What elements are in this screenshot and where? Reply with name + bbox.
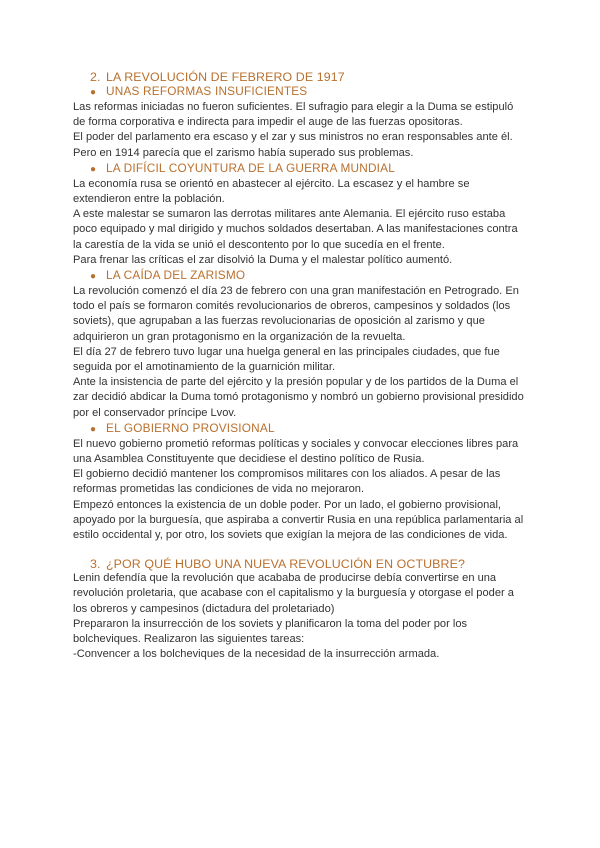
paragraph: A este malestar se sumaron las derrotas militares ante Alemania. El ejército ruso estaba poco equipado y mal dirigido y muchos soldados desertaban. A las manifestaciones contra la carestía de la vida se unió el descontento por lo que sucedía en el frente. xyxy=(73,208,518,251)
subsection-heading xyxy=(90,268,528,284)
paragraph: Empezó entonces la existencia de un doble poder. Por un lado, el gobierno provisional, apoyado por la burguesía, que aspiraba a convertir Rusia en una república parlamentaria al estilo occidental y, por otro, los soviets que exigían la mejora de las condiciones de vida. xyxy=(73,498,524,542)
subsection-title: LA DIFÍCIL COYUNTURA DE LA GUERRA MUNDIAL xyxy=(106,160,395,175)
paragraph: Lenin defendía que la revolución que acababa de producirse debía convertirse en una revolución proletaria, que acabase con el capitalismo y la burguesía y otorgase el poder a los obreros y campesinos (dictadura del proletariado) xyxy=(73,572,514,615)
section-3-heading xyxy=(90,557,528,571)
paragraph: Ante la insistencia de parte del ejército y la presión popular y de los partidos de la Duma el zar decidió abdicar la Duma tomó protagonismo y nombró un gobierno provisional presidido por el conservador príncipe Lvov. xyxy=(73,376,524,419)
paragraph: La revolución comenzó el día 23 de febrero con una gran manifestación en Petrogrado. En todo el país se formaron comités revolucionarios de obreros, campesinos y soldados (los soviets), que agrupaban a las fuerzas revolucionarias de oposición al zarismo y que adquirieron un gran protagonismo en la organización de la revuelta. xyxy=(73,285,519,343)
paragraph: Las reformas iniciadas no fueron suficientes. El sufragio para elegir a la Duma se estipuló de forma corporativa e indirecta para impedir el auge de las fuerzas opositoras. xyxy=(73,101,514,129)
section-3-number: 3. xyxy=(90,557,101,572)
subsection-heading xyxy=(90,421,528,437)
paragraph: La economía rusa se orientó en abastecer al ejército. La escasez y el hambre se extendieron entre la población. xyxy=(73,177,470,206)
bullet-icon: ● xyxy=(90,87,97,98)
bullet-icon: ● xyxy=(90,423,97,435)
bullet-icon: ● xyxy=(90,271,97,283)
paragraph: El gobierno decidió mantener los compromisos militares con los aliados. A pesar de las reformas prometidas las condiciones de vida no mejoraron. xyxy=(73,468,501,496)
paragraph: -Convencer a los bolcheviques de la necesidad de la insurrección armada. xyxy=(73,648,440,661)
subsection-title: LA CAÍDA DEL ZARISMO xyxy=(106,268,246,283)
subsection-title: EL GOBIERNO PROVISIONAL xyxy=(106,420,275,435)
section-2-heading xyxy=(90,70,528,84)
paragraph: Para frenar las críticas el zar disolvió la Duma y el malestar político aumentó. xyxy=(73,253,453,266)
document-page xyxy=(73,70,528,663)
paragraph: Prepararon la insurrección de los soviets y planificaron la toma del poder por los bolcheviques. Realizaron las siguientes tareas: xyxy=(73,617,468,646)
section-3-title: ¿POR QUÉ HUBO UNA NUEVA REVOLUCIÓN EN OCTUBRE? xyxy=(106,557,465,572)
paragraph: El poder del parlamento era escaso y el zar y sus ministros no eran responsables ante él. xyxy=(73,131,513,144)
section-2-number: 2. xyxy=(90,70,101,84)
paragraph: El nuevo gobierno prometió reformas políticas y sociales y convocar elecciones libres para una Asamblea Constituyente que decidiese el destino político de Rusia. xyxy=(73,437,519,466)
section-spacer xyxy=(73,543,528,557)
paragraph: Pero en 1914 parecía que el zarismo había superado sus problemas. xyxy=(73,146,414,159)
subsection-title: UNAS REFORMAS INSUFICIENTES xyxy=(106,84,308,98)
paragraph: El día 27 de febrero tuvo lugar una huelga general en las principales ciudades, que fue seguida por el amotinamiento de la guarnición militar. xyxy=(73,345,500,374)
section-2-title: LA REVOLUCIÓN DE FEBRERO DE 1917 xyxy=(106,70,345,84)
subsection-heading xyxy=(90,84,528,100)
subsection-heading xyxy=(90,161,528,177)
bullet-icon: ● xyxy=(90,163,97,175)
